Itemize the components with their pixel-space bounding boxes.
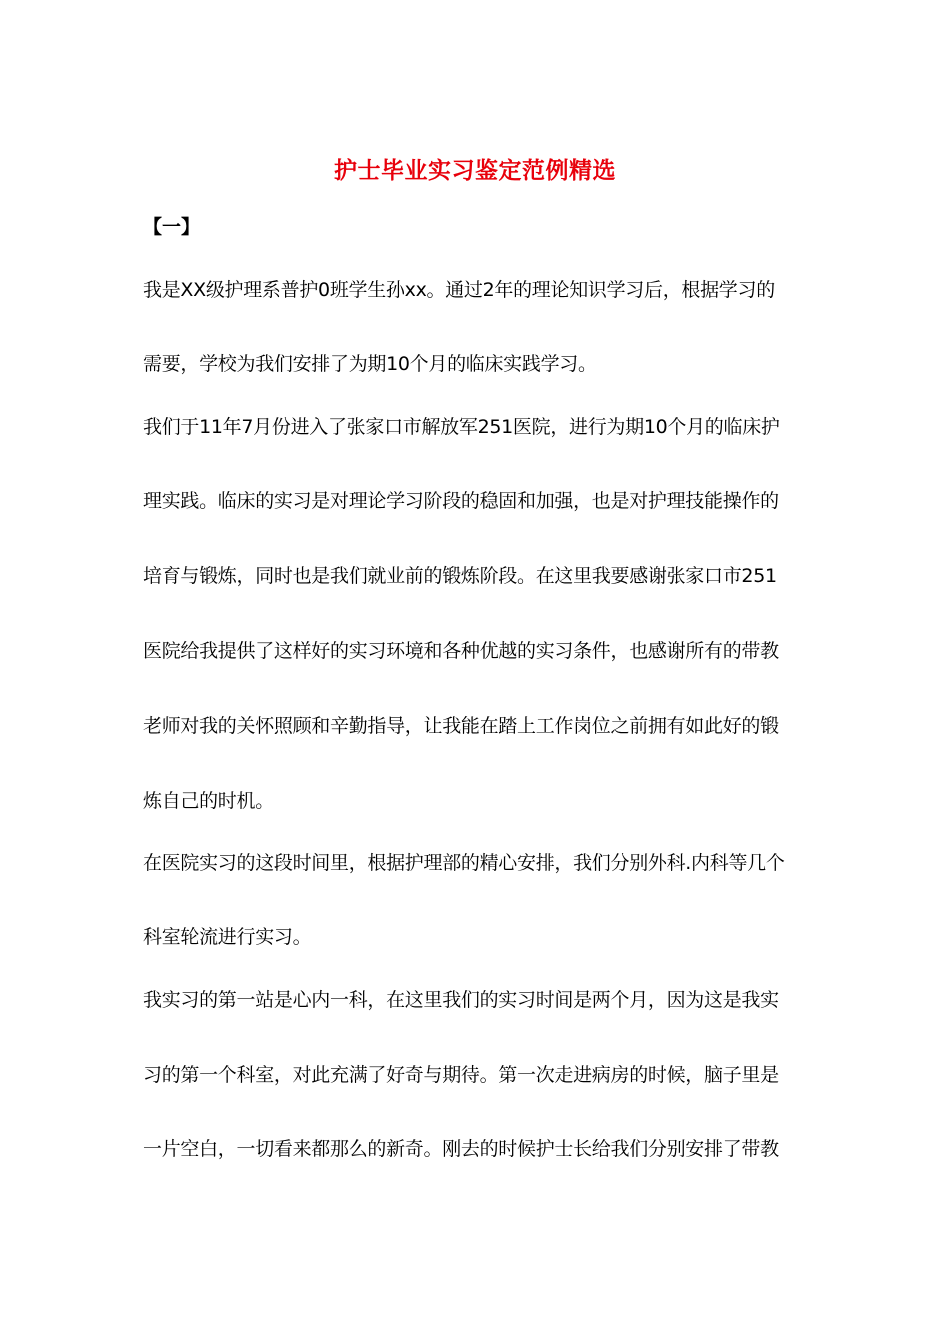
text-line: 我实习的第一站是心内一科，在这里我们的实习时间是两个月，因为这是我实 — [143, 989, 779, 1011]
document-title: 护士毕业实习鉴定范例精选 — [334, 158, 616, 184]
text-line: 我们于11年7月份进入了张家口市解放军251医院，进行为期10个月的临床护 — [143, 416, 780, 438]
section-heading: 【一】 — [143, 216, 201, 238]
text-line: 理实践。临床的实习是对理论学习阶段的稳固和加强，也是对护理技能操作的 — [143, 490, 779, 512]
text-line: 需要，学校为我们安排了为期10个月的临床实践学习。 — [143, 353, 597, 375]
text-line: 炼自己的时机。 — [143, 790, 274, 812]
text-line: 科室轮流进行实习。 — [143, 926, 312, 948]
text-line: 医院给我提供了这样好的实习环境和各种优越的实习条件，也感谢所有的带教 — [143, 640, 779, 662]
text-line: 习的第一个科室，对此充满了好奇与期待。第一次走进病房的时候，脑子里是 — [143, 1064, 779, 1086]
text-line: 我是XX级护理系普护0班学生孙xx。通过2年的理论知识学习后，根据学习的 — [143, 279, 775, 301]
text-line: 在医院实习的这段时间里，根据护理部的精心安排，我们分别外科.内科等几个 — [143, 852, 785, 874]
text-line: 一片空白，一切看来都那么的新奇。刚去的时候护士长给我们分别安排了带教 — [143, 1138, 779, 1160]
text-line: 培育与锻炼，同时也是我们就业前的锻炼阶段。在这里我要感谢张家口市251 — [143, 565, 777, 587]
text-line: 老师对我的关怀照顾和辛勤指导，让我能在踏上工作岗位之前拥有如此好的锻 — [143, 715, 779, 737]
